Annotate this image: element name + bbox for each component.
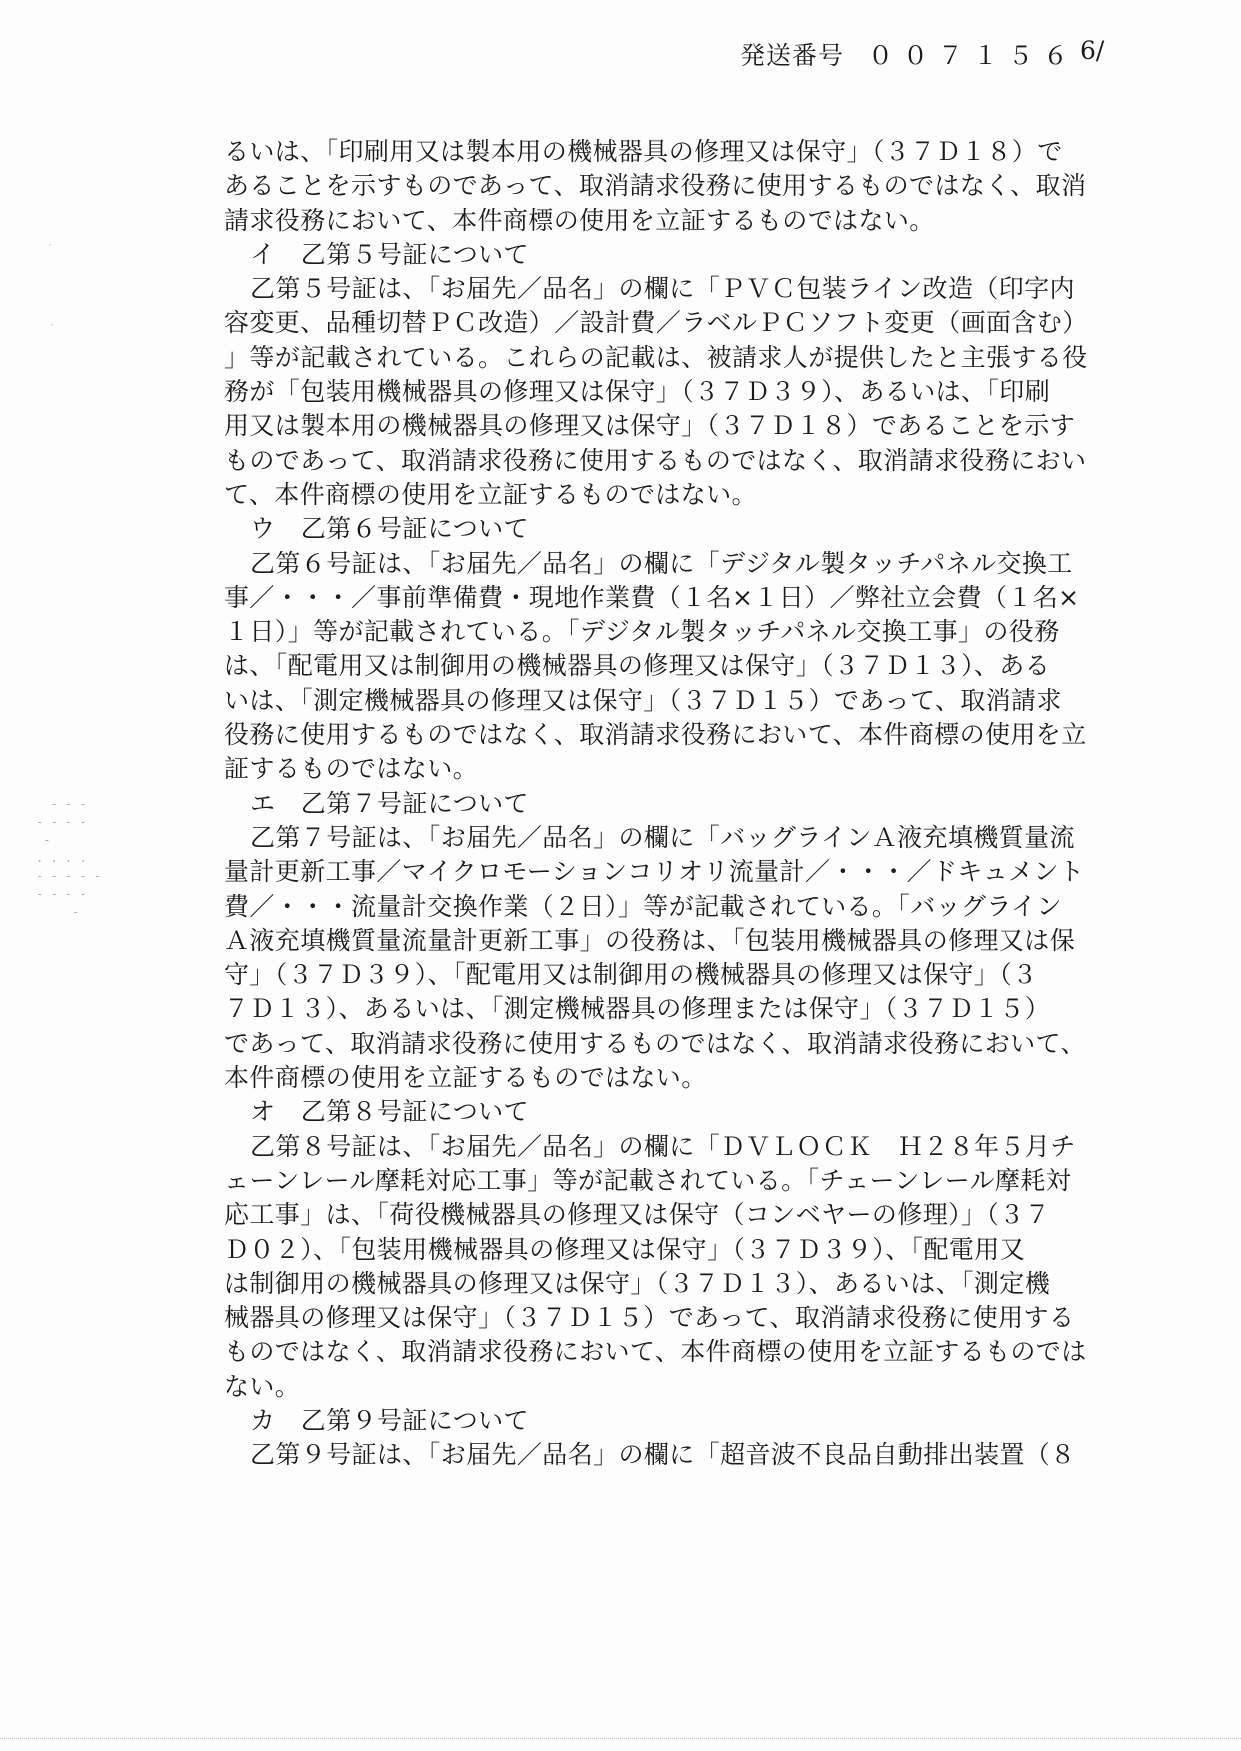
- text-line: 用又は製本用の機械器具の修理又は保守」（３７Ｄ１８）であることを示す: [224, 411, 1076, 441]
- section-heading: オ 乙第８号証について: [250, 1097, 529, 1127]
- text-line: 務が「包装用機械器具の修理又は保守」（３７Ｄ３９）、あるいは、「印刷: [224, 377, 1051, 407]
- text-line: 証するものではない。: [224, 754, 479, 784]
- text-line: 乙第８号証は、「お届先／品名」の欄に「ＤＶＬＯＣＫ Ｈ２８年５月チ: [250, 1131, 1076, 1161]
- dispatch-number-label: 発送番号: [740, 41, 845, 70]
- text-line: 役務に使用するものではなく、取消請求役務において、本件商標の使用を立: [224, 720, 1087, 750]
- scan-speck: ·: [48, 238, 52, 252]
- body-text: [224, 135, 1088, 1473]
- text-line: 械器具の修理又は保守」（３７Ｄ１５）であって、取消請求役務に使用する: [224, 1303, 1075, 1333]
- page-header: [740, 36, 1140, 76]
- text-line: 乙第６号証は、「お届先／品名」の欄に「デジタル製タッチパネル交換工: [250, 548, 1073, 578]
- section-heading: イ 乙第５号証について: [250, 239, 529, 269]
- text-line: 量計更新工事／マイクロモーションコリオリ流量計／・・・／ドキュメント: [224, 857, 1085, 887]
- text-line: は制御用の機械器具の修理又は保守」（３７Ｄ１３）、あるいは、「測定機: [224, 1268, 1051, 1298]
- text-line: 乙第９号証は、「お届先／品名」の欄に「超音波不良品自動排出装置（８: [250, 1440, 1076, 1470]
- section-heading: エ 乙第７号証について: [250, 788, 529, 818]
- text-line: ものであって、取消請求役務に使用するものではなく、取消請求役務におい: [224, 445, 1087, 475]
- text-line: 乙第７号証は、「お届先／品名」の欄に「バッグラインＡ液充填機質量流: [250, 822, 1075, 852]
- text-line: 本件商標の使用を立証するものではない。: [224, 1063, 707, 1093]
- text-line: は、「配電用又は制御用の機械器具の修理又は保守」（３７Ｄ１３）、ある: [224, 651, 1051, 681]
- text-line: ない。: [224, 1371, 301, 1401]
- text-line: 応工事」は、「荷役機械器具の修理又は保守（コンベヤーの修理）」（３７: [224, 1200, 1051, 1230]
- text-line: 費／・・・流量計交換作業（２日）」等が記載されている。「バッグライン: [224, 891, 1062, 921]
- text-line: ７Ｄ１３）、あるいは、「測定機械器具の修理または保守」（３７Ｄ１５）: [224, 994, 1051, 1024]
- scan-speck: ·: [50, 318, 54, 332]
- section-heading: ウ 乙第６号証について: [250, 514, 529, 544]
- scan-bottom-edge: [0, 1738, 1241, 1740]
- text-line: Ａ液充填機質量流量計更新工事」の役務は、「包装用機械器具の修理又は保: [224, 925, 1076, 955]
- text-line: １日）」等が記載されている。「デジタル製タッチパネル交換工事」の役務: [224, 617, 1060, 647]
- text-line: ものではなく、取消請求役務において、本件商標の使用を立証するものでは: [224, 1337, 1087, 1367]
- text-line: ェーンレール摩耗対応工事」等が記載されている。「チェーンレール摩耗対: [224, 1165, 1072, 1195]
- page-number: 6/: [1080, 36, 1105, 65]
- dispatch-number: ００７１５６: [868, 41, 1079, 70]
- text-line: 守」（３７Ｄ３９）、「配電用又は制御用の機械器具の修理又は保守」（３: [224, 960, 1038, 990]
- text-line: であって、取消請求役務に使用するものではなく、取消請求役務において、: [224, 1028, 1086, 1058]
- text-line: いは、「測定機械器具の修理又は保守」（３７Ｄ１５）であって、取消請求: [224, 685, 1062, 715]
- text-line: て、本件商標の使用を立証するものではない。: [224, 479, 757, 509]
- text-line: るいは、「印刷用又は製本用の機械器具の修理又は保守」（３７Ｄ１８）で: [224, 137, 1063, 166]
- text-line: 」等が記載されている。これらの記載は、被請求人が提供したと主張する役: [224, 342, 1088, 372]
- text-line: 乙第５号証は、「お届先／品名」の欄に「ＰＶＣ包装ライン改造（印字内: [250, 274, 1075, 304]
- text-line: Ｄ０２）、「包装用機械器具の修理又は保守」（３７Ｄ３９）、「配電用又: [224, 1234, 1026, 1264]
- text-line: 請求役務において、本件商標の使用を立証するものではない。: [224, 205, 935, 235]
- scan-margin-marks: - - - - - - - - . . . . - - - - - - - - - -: [36, 797, 102, 919]
- section-heading: カ 乙第９号証について: [250, 1405, 529, 1435]
- text-line: 事／・・・／事前準備費・現地作業費（１名×１日）／弊社立会費（１名×: [224, 582, 1080, 612]
- text-line: 容変更、品種切替ＰＣ改造）／設計費／ラベルＰＣソフト変更（画面含む）: [224, 308, 1088, 338]
- text-line: あることを示すものであって、取消請求役務に使用するものではなく、取消: [224, 171, 1087, 201]
